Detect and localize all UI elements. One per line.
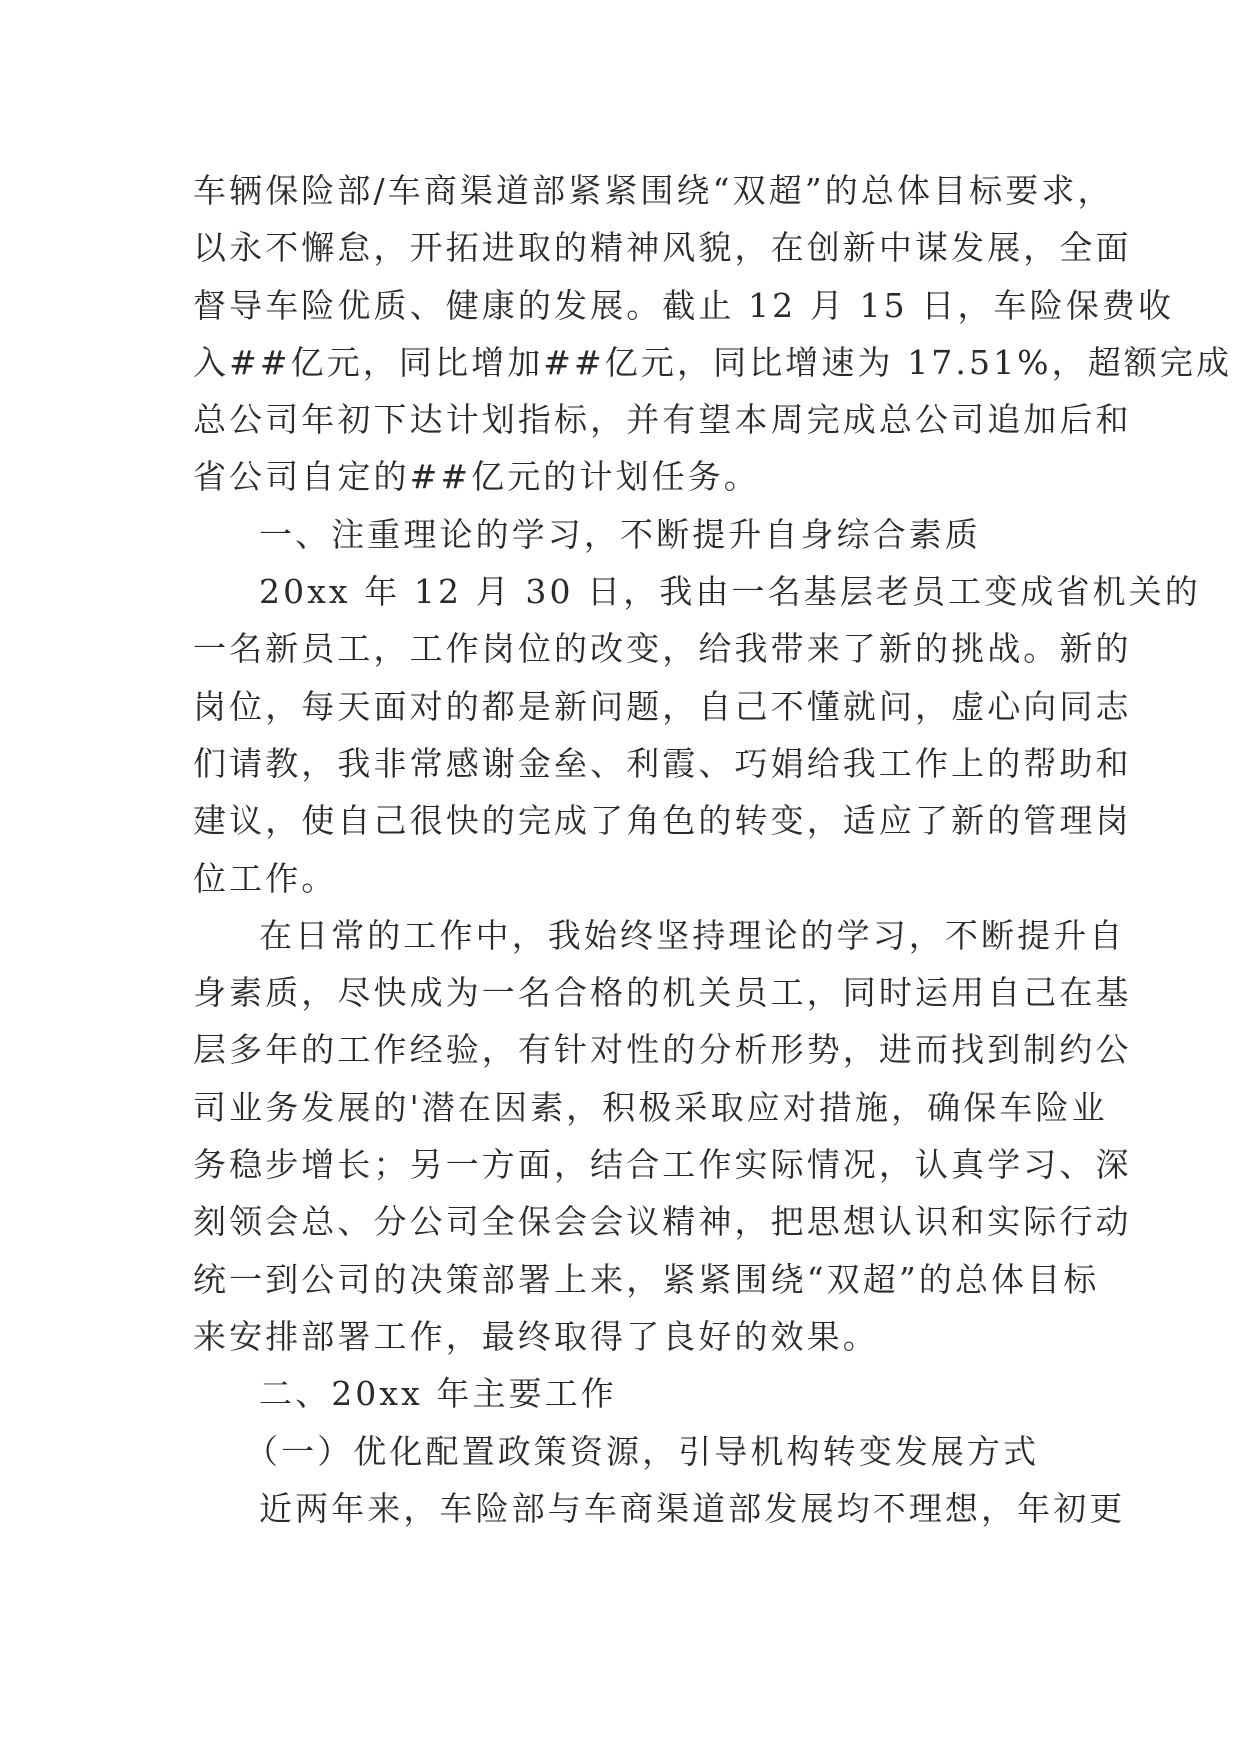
section-heading: 二、20xx 年主要工作 — [259, 1374, 617, 1414]
paragraph-line: 入##亿元，同比增加##亿元，同比增速为 17.51%，超额完成 — [193, 342, 1233, 382]
paragraph-line: 近两年来，车险部与车商渠道部发展均不理想，年初更 — [259, 1488, 1126, 1528]
paragraph-line: 一名新员工，工作岗位的改变，给我带来了新的挑战。新的 — [193, 629, 1132, 669]
paragraph-line: 在日常的工作中，我始终坚持理论的学习，不断提升自 — [259, 915, 1126, 955]
paragraph-line: 刻领会总、分公司全保会会议精神，把思想认识和实际行动 — [193, 1202, 1132, 1242]
paragraph-line: 岗位，每天面对的都是新问题，自己不懂就问，虚心向同志 — [193, 686, 1132, 726]
paragraph-line: 务稳步增长；另一方面，结合工作实际情况，认真学习、深 — [193, 1145, 1132, 1185]
paragraph-line: 们请教，我非常感谢金垒、利霞、巧娟给我工作上的帮助和 — [193, 743, 1132, 783]
paragraph-line: 省公司自定的##亿元的计划任务。 — [193, 457, 760, 497]
paragraph-line: 建议，使自己很快的完成了角色的转变，适应了新的管理岗 — [193, 801, 1132, 841]
paragraph-line: 司业务发展的'潜在因素，积极采取应对措施，确保车险业 — [193, 1087, 1108, 1127]
paragraph-line: 20xx 年 12 月 30 日，我由一名基层老员工变成省机关的 — [259, 572, 1201, 612]
document-body — [193, 162, 1233, 1537]
paragraph-line: 督导车险优质、健康的发展。截止 12 月 15 日，车险保费收 — [193, 285, 1175, 325]
paragraph-line: 位工作。 — [193, 858, 338, 898]
section-heading: 一、注重理论的学习，不断提升自身综合素质 — [259, 514, 981, 554]
paragraph-line: 身素质，尽快成为一名合格的机关员工，同时运用自己在基 — [193, 973, 1132, 1013]
paragraph-line: 统一到公司的决策部署上来，紧紧围绕“双超”的总体目标 — [193, 1259, 1100, 1299]
subsection-heading: （一）优化配置政策资源，引导机构转变发展方式 — [245, 1431, 1040, 1471]
paragraph-line: 来安排部署工作，最终取得了良好的效果。 — [193, 1316, 879, 1356]
paragraph-line: 车辆保险部/车商渠道部紧紧围绕“双超”的总体目标要求， — [193, 171, 1114, 210]
paragraph-line: 以永不懈怠，开拓进取的精神风貌，在创新中谋发展，全面 — [193, 228, 1132, 268]
paragraph-line: 层多年的工作经验，有针对性的分析形势，进而找到制约公 — [193, 1030, 1132, 1070]
paragraph-line: 总公司年初下达计划指标，并有望本周完成总公司追加后和 — [193, 400, 1132, 440]
